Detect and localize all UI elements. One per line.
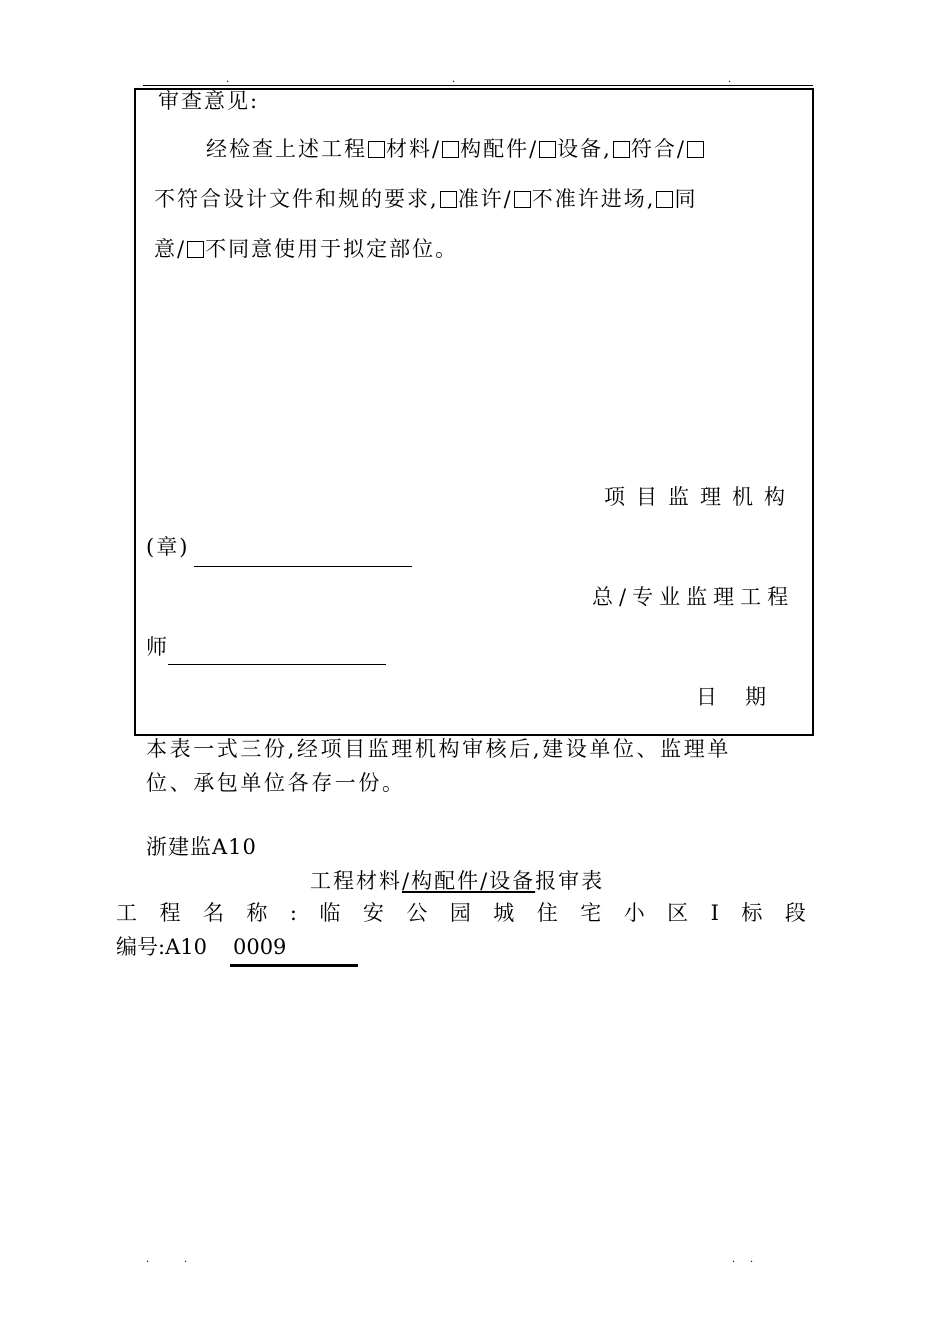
project-char: 区 <box>667 901 689 925</box>
project-char: 临 <box>319 901 341 925</box>
supervision-org-label: 项目监理机构 <box>604 485 796 509</box>
form-code: 浙建监A10 <box>146 835 257 859</box>
review-line-3 <box>154 234 458 264</box>
form-title-suffix: 报审表 <box>535 869 605 893</box>
label-material: 材料/ <box>386 137 442 161</box>
project-char: 小 <box>623 901 645 925</box>
project-char: 标 <box>741 901 763 925</box>
label-equipment: 设备, <box>557 137 612 161</box>
page-dot: · <box>732 1257 736 1268</box>
project-char: Ⅰ <box>710 901 719 925</box>
project-char: 城 <box>493 901 515 925</box>
page-dot: · <box>146 1257 150 1268</box>
page-dot: · <box>452 77 456 88</box>
review-line-1-prefix: 经检查上述工程 <box>206 137 367 161</box>
form-title <box>310 866 604 896</box>
project-char: 程 <box>159 901 181 925</box>
project-char: 园 <box>449 901 471 925</box>
page-dot: · <box>226 77 230 88</box>
label-disagree: 不同意使用于拟定部位。 <box>205 237 459 261</box>
project-char: 工 <box>116 901 137 925</box>
label-component: 构配件/ <box>460 137 539 161</box>
label-nonconform: 不符合设计文件和规的要求, <box>154 187 439 211</box>
form-number-underline <box>230 964 358 967</box>
project-name-row <box>116 898 806 928</box>
engineer-label: 总/专业监理工程 <box>592 585 795 609</box>
review-line-1 <box>206 134 705 164</box>
label-agree-cont: 意/ <box>154 237 187 261</box>
project-char: 段 <box>784 901 806 925</box>
checkbox-equipment[interactable] <box>539 141 556 158</box>
project-char: 安 <box>362 901 384 925</box>
footnote-line-2: 位、承包单位各存一份。 <box>146 771 406 795</box>
form-title-prefix: 工程材料 <box>310 869 402 893</box>
project-char: 住 <box>536 901 558 925</box>
checkbox-conform[interactable] <box>613 141 630 158</box>
project-char: : <box>289 901 297 925</box>
form-title-u1: /构配件/ <box>402 869 490 893</box>
seal-label: (章) <box>146 535 190 559</box>
checkbox-material[interactable] <box>368 141 385 158</box>
project-char: 称 <box>246 901 268 925</box>
page-dot: · <box>184 1257 188 1268</box>
footnote-line-1: 本表一式三份,经项目监理机构审核后,建设单位、监理单 <box>146 737 731 761</box>
page-dot: · <box>728 77 732 88</box>
date-label: 日 期 <box>696 685 769 709</box>
label-allow: 准许/ <box>457 187 513 211</box>
form-number-prefix: A10 <box>165 935 207 959</box>
checkbox-nonconform[interactable] <box>687 141 704 158</box>
checkbox-component[interactable] <box>442 141 459 158</box>
form-number-label: 编号: <box>116 935 166 959</box>
review-heading: 审查意见: <box>158 89 260 113</box>
label-agree: 同 <box>674 187 698 211</box>
label-conform: 符合/ <box>630 137 686 161</box>
project-char: 公 <box>406 901 428 925</box>
checkbox-disagree[interactable] <box>187 241 204 258</box>
form-number-row <box>116 932 286 962</box>
checkbox-agree[interactable] <box>656 191 673 208</box>
engineer-label-cont: 师 <box>146 635 169 659</box>
page-dot: · <box>750 1257 754 1268</box>
project-char: 名 <box>202 901 224 925</box>
checkbox-disallow[interactable] <box>514 191 531 208</box>
form-number-value[interactable]: 0009 <box>232 935 287 959</box>
label-disallow: 不准许进场, <box>531 187 656 211</box>
engineer-signature-line[interactable] <box>168 664 386 665</box>
review-line-2 <box>154 184 697 214</box>
project-char: 宅 <box>580 901 602 925</box>
form-title-u2: 设备 <box>489 869 536 893</box>
seal-signature-line[interactable] <box>194 566 412 567</box>
checkbox-allow[interactable] <box>440 191 457 208</box>
